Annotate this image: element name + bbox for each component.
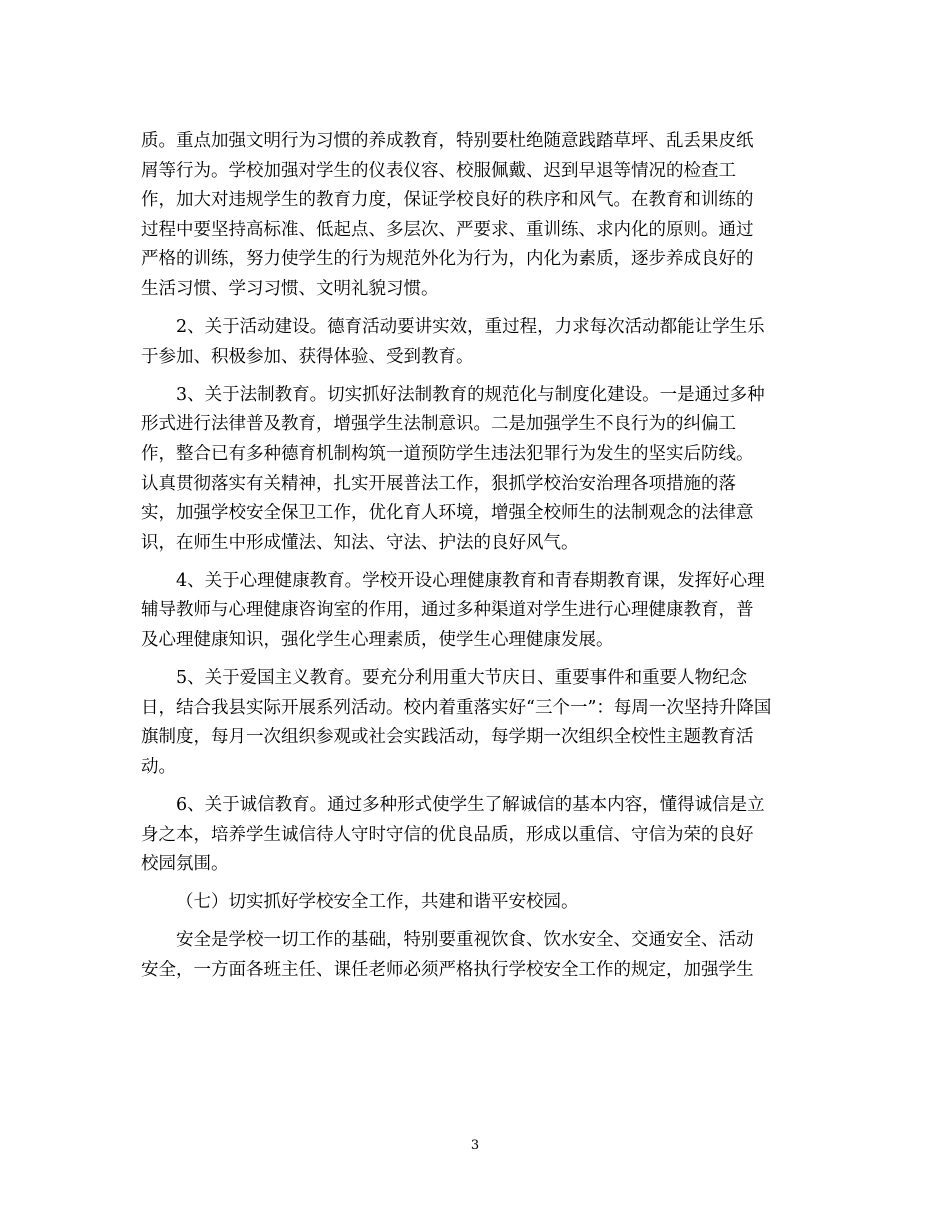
text-line: 4、关于心理健康教育。学校开设心理健康教育和青春期教育课，发挥好心理 [176,570,765,591]
text-line: 3、关于法制教育。切实抓好法制教育的规范化与制度化建设。一是通过多种 [176,384,765,405]
paragraph-gap [141,558,809,567]
paragraph-p6 [141,888,809,918]
paragraph-p2 [141,381,809,559]
text-line: 作，加大对违规学生的教育力度，保证学校良好的秩序和风气。在教育和训练的 [141,190,754,211]
text-line: 于参加、积极参加、获得体验、受到教育。 [141,346,474,367]
paragraph-gap [141,880,809,889]
text-line: 过程中要坚持高标准、低起点、多层次、严要求、重训练、求内化的原则。通过 [141,219,754,240]
text-line: 校园氛围。 [141,854,229,875]
text-line: 身之本，培养学生诚信待人守时守信的优良品质，形成以重信、守信为荣的良好 [141,824,754,845]
text-line: 辅导教师与心理健康咨询室的作用，通过多种渠道对学生进行心理健康教育，普 [141,600,754,621]
text-line: 认真贯彻落实有关精神，扎实开展普法工作，狠抓学校治安治理各项措施的落 [141,473,736,494]
page-number: 3 [470,1138,480,1153]
text-line: 6、关于诚信教育。通过多种形式使学生了解诚信的基本内容，懂得诚信是立 [176,794,765,815]
text-line: 旗制度，每月一次组织参观或社会实践活动，每学期一次组织全校性主题教育活 [141,727,754,748]
text-line: 及心理健康知识，强化学生心理素质，使学生心理健康发展。 [141,630,614,650]
text-line: 作，整合已有多种德育机制构筑一道预防学生违法犯罪行为发生的坚实后防线。 [141,443,754,464]
paragraph-gap [141,372,809,381]
text-line: 日，结合我县实际开展系列活动。校内着重落实好“三个一”：每周一次坚持升降国 [141,697,772,718]
text-line: 形式进行法律普及教育，增强学生法制意识。二是加强学生不良行为的纠偏工 [141,414,736,435]
text-line: （七）切实抓好学校安全工作，共建和谐平安校园。 [176,892,579,913]
text-line: 动。 [141,756,176,777]
paragraph-gap [141,305,809,314]
text-line: 生活习惯、学习习惯、文明礼貌习惯。 [141,278,439,299]
text-line: 识，在师生中形成懂法、知法、守法、护法的良好风气。 [141,532,579,553]
text-line: 5、关于爱国主义教育。要充分利用重大节庆日、重要事件和重要人物纪念 [176,668,748,689]
paragraph-p7 [141,926,809,985]
text-line: 严格的训练，努力使学生的行为规范外化为行为，内化为素质，逐步养成良好的 [141,249,754,270]
text-line: 屑等行为。学校加强对学生的仪表仪容、校服佩戴、迟到早退等情况的检查工 [141,160,736,181]
paragraph-gap [141,918,809,927]
paragraph-p4 [141,664,809,782]
text-line: 安全是学校一切工作的基础，特别要重视饮食、饮水安全、交通安全、活动 [176,930,754,951]
text-line: 质。重点加强文明行为习惯的养成教育，特别要杜绝随意践踏草坪、乱丢果皮纸 [141,131,754,151]
text-line: 实，加强学校安全保卫工作，优化育人环境，增强全校师生的法制观念的法律意 [141,503,754,524]
paragraph-gap [141,782,809,791]
paragraph-p0 [141,127,809,305]
paragraph-p5 [141,791,809,880]
paragraph-p3 [141,567,809,656]
paragraph-gap [141,656,809,665]
text-line: 安全，一方面各班主任、课任老师必须严格执行学校安全工作的规定，加强学生 [141,959,754,980]
text-line: 2、关于活动建设。德育活动要讲实效，重过程，力求每次活动都能让学生乐 [176,317,765,338]
body-text [141,127,809,986]
paragraph-p1 [141,313,809,372]
